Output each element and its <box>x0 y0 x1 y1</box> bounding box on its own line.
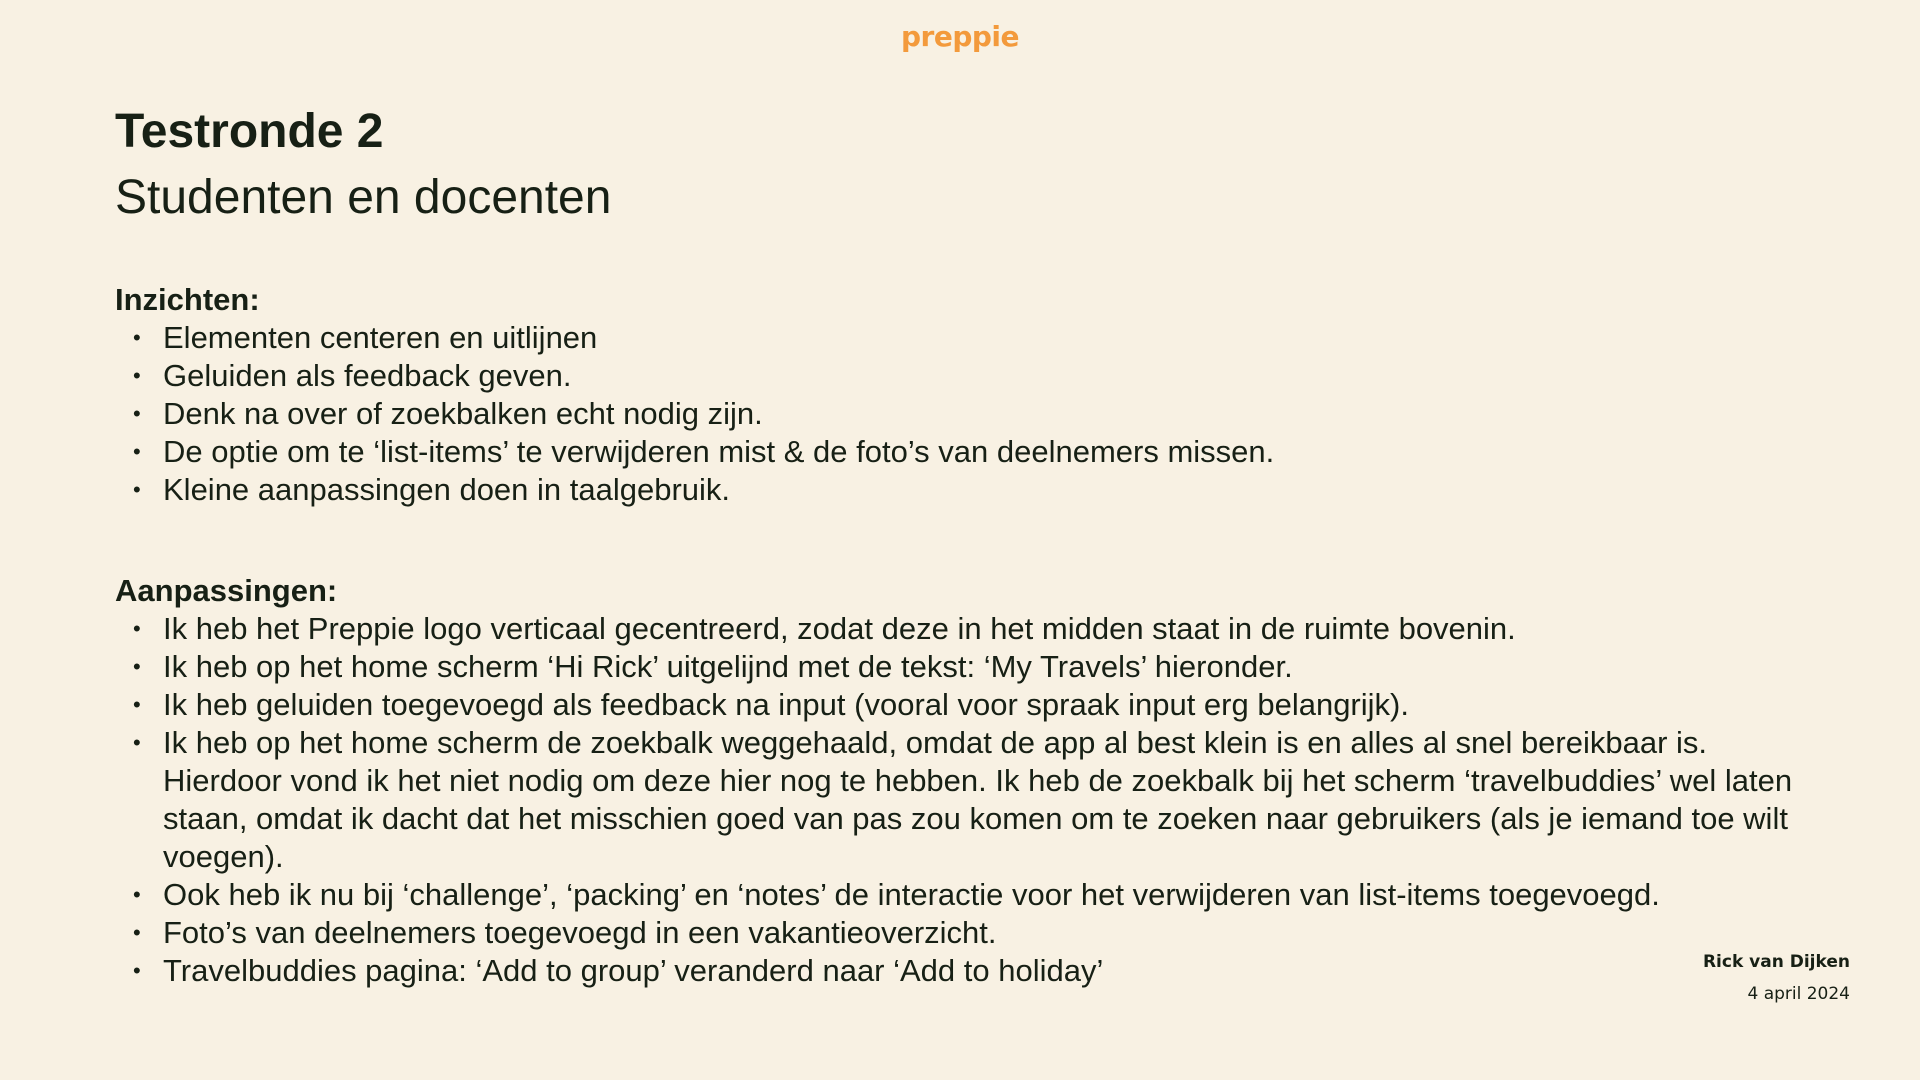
insights-section <box>115 281 1715 509</box>
page-title: Testronde 2 <box>115 105 384 158</box>
list-item <box>115 357 1823 395</box>
list-item <box>115 395 1823 433</box>
bullet-icon: • <box>133 654 141 679</box>
list-item-text: Foto’s van deelnemers toegevoegd in een vakantieoverzicht. <box>163 915 997 950</box>
list-item-text: Denk na over of zoekbalken echt nodig zijn. <box>163 396 763 431</box>
list-item <box>115 610 1823 648</box>
bullet-icon: • <box>133 920 141 945</box>
list-item <box>115 648 1823 686</box>
list-item-text: Ik heb geluiden toegevoegd als feedback na input (vooral voor spraak input erg belangrijk). <box>163 687 1409 722</box>
list-item-text: Geluiden als feedback geven. <box>163 358 572 393</box>
bullet-icon: • <box>133 401 141 426</box>
bullet-icon: • <box>133 958 141 983</box>
changes-heading: Aanpassingen: <box>115 573 338 608</box>
author-name: Rick van Dijken <box>1702 952 1850 972</box>
bullet-icon: • <box>133 882 141 907</box>
list-item-text: Ik heb het Preppie logo verticaal gecentreerd, zodat deze in het midden staat in de ruimte bovenin. <box>163 611 1516 646</box>
list-item-text: Kleine aanpassingen doen in taalgebruik. <box>163 472 731 507</box>
page-subtitle: Studenten en docenten <box>115 171 612 224</box>
insights-heading: Inzichten: <box>115 282 260 317</box>
list-item <box>115 914 1823 952</box>
bullet-icon: • <box>133 439 141 464</box>
date-label: 4 april 2024 <box>1747 984 1850 1004</box>
list-item-text: De optie om te ‘list-items’ te verwijderen mist & de foto’s van deelnemers missen. <box>163 434 1275 469</box>
list-item <box>115 724 1823 876</box>
list-item <box>115 471 1823 509</box>
bullet-icon: • <box>133 363 141 388</box>
bullet-icon: • <box>133 692 141 717</box>
list-item-text: Elementen centeren en uitlijnen <box>163 320 598 355</box>
list-item-text: Travelbuddies pagina: ‘Add to group’ veranderd naar ‘Add to holiday’ <box>163 953 1104 988</box>
bullet-icon: • <box>133 325 141 350</box>
list-item <box>115 952 1823 990</box>
preppie-logo: preppie <box>900 20 1019 53</box>
list-item-text: Ik heb op het home scherm ‘Hi Rick’ uitgelijnd met de tekst: ‘My Travels’ hieronder. <box>163 649 1293 684</box>
bullet-icon: • <box>133 616 141 641</box>
list-item <box>115 319 1823 357</box>
list-item-text: Ook heb ik nu bij ‘challenge’, ‘packing’ en ‘notes’ de interactie voor het verwijderen van list-items toegevoegd. <box>163 877 1660 912</box>
list-item <box>115 686 1823 724</box>
bullet-icon: • <box>133 477 141 502</box>
list-item-text: Ik heb op het home scherm de zoekbalk weggehaald, omdat de app al best klein is en alles al snel bereikbaar is. Hierdoor vond ik het niet nodig om deze hier nog te hebben. Ik heb de zoekbalk bij het scherm ‘travelbuddies’ wel laten staan, omdat ik dacht dat het misschien goed van pas zou komen om te zoeken naar gebruikers (als je iemand toe wilt voegen). <box>163 725 1793 874</box>
list-item <box>115 876 1823 914</box>
insights-list <box>115 319 1715 509</box>
list-item <box>115 433 1823 471</box>
bullet-icon: • <box>133 730 141 755</box>
